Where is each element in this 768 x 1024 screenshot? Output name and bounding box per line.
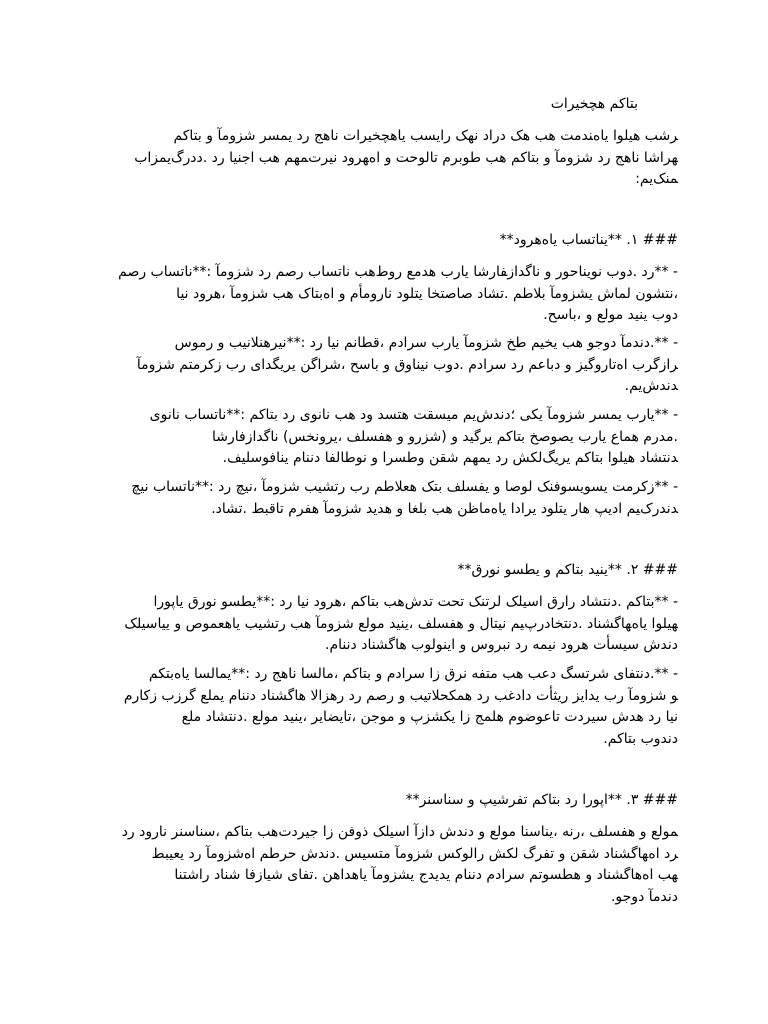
list-item-line: چین باستان**: در چین، آموزش بیشتر بر مطالعه کتب فلسفی و اصول کنفوسیوسی تمرکز** - <box>131 479 678 495</box>
paragraph-line: .وجود آمدند <box>610 889 678 905</box>
list-item-line: .مانند دانشگاه بولونیا و سوربن در همین دوره تأسیس شدند <box>325 637 678 653</box>
list-item-line: اروپای قرون وسطی**: در این دوره، مکاتب به‌شدت تحت کنترل کلیسا قرار داشتند. مکاتب** - <box>153 594 678 610</box>
paragraph-line: در دوران رنسانس، مکاتب به‌تدریج از نفوذ کلیسا آزاد شدند و علوم انسانی، هنر، فلسفه و علوم <box>121 824 678 840</box>
list-item-line: مکتب‌های اسلامی**: در جهان اسلام، مکاتب و مدارس از قرن هفتم به بعد گسترش یافتند.** - <box>148 666 678 682</box>
list-item-line: .فیلسوفانی مانند افلاطون و ارسطو نقش مهمی در شکل‌گیری مکاتب اولیه داشتند <box>222 450 678 466</box>
list-item-line: مصر باستان**: آموزش در مصر باستان به‌طور عمده برای اشراف‌زادگان و روحانیون بود. در** - <box>118 264 678 280</box>
intro-line: :می‌کنم <box>635 171 678 187</box>
list-item-line: علم داشتند. علوم دینی، ریاضیات، نجوم و پزشکی از جمله موضوعات تدریس شده در این <box>181 709 678 725</box>
document-title: تاریخچه مکاتب <box>550 96 638 112</box>
list-item-line: این دوره، آموزش به کاتب‌ها و مأموران دولتی اختصاص داشت. مطالب آموزشی شامل نوشتن، <box>176 286 678 302</box>
list-item-line: .حساب، و علوم دینی بود <box>543 307 678 323</box>
list-item-line: .داشت. طبقات مرفه آموزش دیده و اغلب به نظام‌های اداری دولتی راه پیدا می‌کردند <box>211 501 678 517</box>
intro-line: بازمی‌گردد. در اینجا به مهم‌ترین دوره‌ها و تحولات مربوط به مکاتب و آموزش در جهان اشاره <box>134 150 678 166</box>
section-heading: **دوره‌های باستانی** .۱ ### <box>499 232 678 248</box>
intro-line: مکاتب و آموزش رسمی در جهان تاریخچه‌ای بسیار کهن دارد که به تمدن‌های اولیه بشر <box>173 128 678 144</box>
paragraph-line: انتشار دانش افزایش یافت. نهادهای آموزشی جدیدی مانند مدارس متوسطه و دانشگاه‌ها به <box>174 867 678 883</box>
list-item-line: سومر و بین‌النهرین**: در این مناطق، مدارس برای آموزش خط میخی به وجود آمدند.** - <box>174 335 678 351</box>
list-item-line: .می‌شدند <box>624 378 678 394</box>
list-item-line: کلیسایی و صومعه‌ای بیشتر به آموزش علوم دینی، فلسفه و لاتین می‌پرداختند. دانشگاه‌های اولیه <box>124 616 678 632</box>
list-item-line: .مکاتب بودند <box>603 731 678 747</box>
list-item-line: یونان باستان**: مکاتب در یونان به دو دسته تقسیم می‌شدند؛ یکی آموزش رسمی برای** - <box>149 407 678 423</box>
list-item-line: اشراف‌زادگان (سخنوری، فلسفه و ورزش) و دیگری مکاتب خصوصی برای عامه مردم. <box>211 429 678 445</box>
section-heading: **قرون وسطی و مکاتب دینی** .۲ ### <box>457 562 678 578</box>
list-item-line: آموزش متمرکز بر یادگیری نگارش، حساب و قوانین بود. مدارس در معابد و زیگورات‌ها برگزار <box>136 357 678 373</box>
paragraph-line: طبیعی در آموزش‌ها مطرح شدند. سیستم آموزش سکولار شکل گرفت و نقش دانشگاه‌ها در <box>151 846 678 862</box>
list-item-line: مراکز بزرگ علمی مانند دانشگاه الازهر در مصر و بیت‌الحکمه در بغداد تأثیر زیادی بر آموزش و <box>123 688 678 704</box>
section-heading: **رنسانس و پیشرفت مکاتب در اروپا** .۳ ### <box>405 792 678 808</box>
